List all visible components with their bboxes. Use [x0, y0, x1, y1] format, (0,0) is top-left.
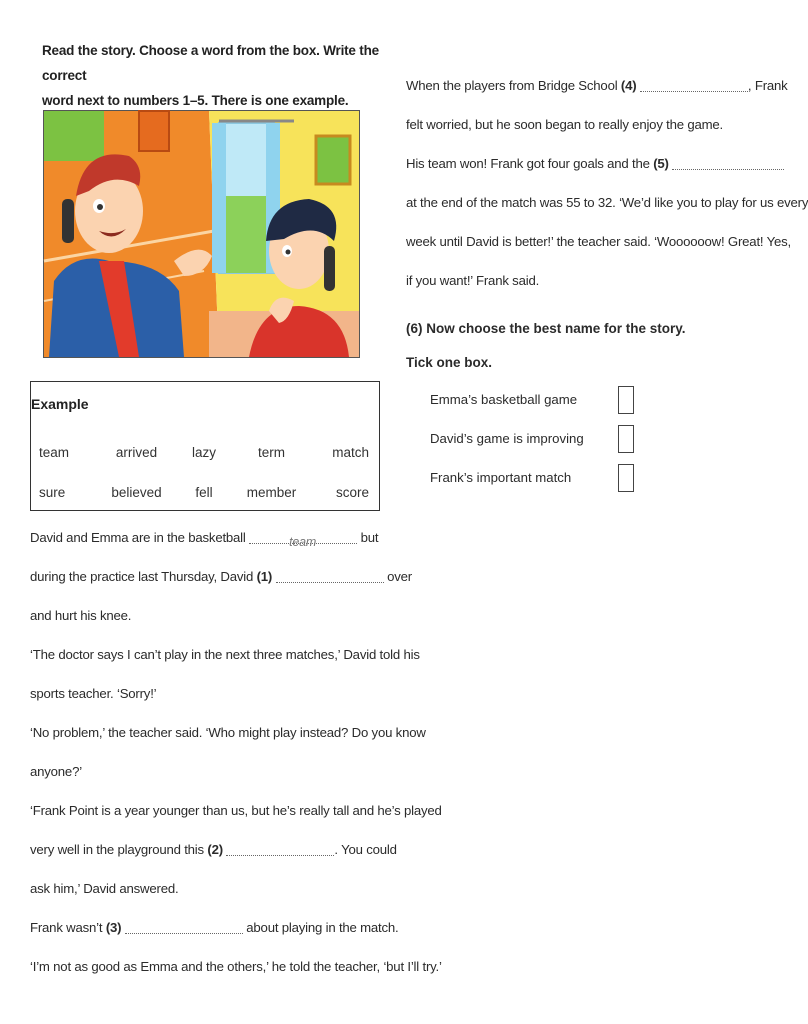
- question-6-title: (6) Now choose the best name for the story.: [406, 321, 686, 336]
- story-text: , Frank: [747, 78, 788, 93]
- question-number-4: (4): [620, 78, 637, 93]
- story-text: His team won! Frank got four goals and the: [406, 156, 654, 171]
- instructions-line-2: word next to numbers 1–5. There is one example.: [42, 93, 349, 108]
- story-line: [30, 518, 380, 557]
- story-line: at the end of the match was 55 to 32. ‘We’d like you to play for us every: [406, 195, 808, 210]
- word-item: score: [335, 484, 369, 500]
- option-label: David’s game is improving: [430, 431, 584, 446]
- option-label: Emma’s basketball game: [430, 392, 578, 407]
- story-line: ‘No problem,’ the teacher said. ‘Who might play instead? Do you know: [30, 725, 426, 740]
- story-line: [30, 557, 412, 596]
- story-line: ‘The doctor says I can’t play in the next three matches,’ David told his: [30, 647, 420, 662]
- story-line: sports teacher. ‘Sorry!’: [30, 686, 157, 701]
- story-line: felt worried, but he soon began to really enjoy the game.: [406, 117, 724, 132]
- question-number-1: (1): [256, 569, 273, 584]
- story-text: but: [357, 530, 379, 545]
- story-line: [406, 66, 788, 105]
- story-text: . You could: [334, 842, 397, 857]
- answer-blank-3[interactable]: [125, 919, 243, 934]
- word-item: sure: [39, 484, 66, 500]
- story-illustration: [43, 110, 360, 358]
- story-line: [30, 908, 399, 947]
- option-checkbox-1[interactable]: [618, 386, 634, 414]
- option-row: [406, 419, 746, 458]
- word-item: term: [258, 444, 285, 460]
- word-item: match: [332, 444, 369, 460]
- story-text: about playing in the match.: [242, 920, 399, 935]
- answer-blank-4[interactable]: [640, 77, 748, 92]
- word-item: arrived: [115, 444, 158, 460]
- word-item: believed: [111, 484, 162, 500]
- story-line: if you want!’ Frank said.: [406, 273, 540, 288]
- story-line: ask him,’ David answered.: [30, 881, 179, 896]
- word-item: fell: [195, 484, 213, 500]
- word-row-1: [31, 432, 381, 472]
- question-number-3: (3): [105, 920, 122, 935]
- answer-blank-example: [249, 529, 357, 549]
- word-item: team: [39, 444, 70, 460]
- option-row: [406, 380, 746, 419]
- instructions-line-1: Read the story. Choose a word from the box. Write the correct: [42, 43, 379, 83]
- story-left: [30, 518, 442, 986]
- option-checkbox-2[interactable]: [618, 425, 634, 453]
- option-checkbox-3[interactable]: [618, 464, 634, 492]
- story-line: and hurt his knee.: [30, 608, 132, 623]
- story-line: anyone?’: [30, 764, 82, 779]
- example-label: Example: [31, 396, 89, 412]
- story-line: week until David is better!’ the teacher said. ‘Woooooow! Great! Yes,: [406, 234, 791, 249]
- story-line: [30, 830, 397, 869]
- story-text: When the players from Bridge School: [406, 78, 621, 93]
- word-item: member: [246, 484, 297, 500]
- instructions: [42, 38, 380, 113]
- tick-instruction: Tick one box.: [406, 355, 493, 370]
- word-box: [30, 381, 380, 511]
- word-row-2: [31, 472, 381, 512]
- answer-blank-5[interactable]: [672, 155, 784, 170]
- option-label: Frank’s important match: [430, 470, 572, 485]
- answer-blank-2[interactable]: [226, 841, 334, 856]
- word-item: lazy: [191, 444, 216, 460]
- example-answer: team: [289, 535, 317, 549]
- story-text: over: [383, 569, 412, 584]
- option-row: [406, 458, 746, 497]
- story-text: very well in the playground this: [30, 842, 208, 857]
- story-line: ‘I’m not as good as Emma and the others,’ he told the teacher, ‘but I’ll try.’: [30, 959, 442, 974]
- answer-options: [406, 380, 746, 497]
- story-line: ‘Frank Point is a year younger than us, but he’s really tall and he’s played: [30, 803, 442, 818]
- left-column: [30, 38, 442, 974]
- story-text: during the practice last Thursday, David: [30, 569, 257, 584]
- question-number-5: (5): [653, 156, 669, 171]
- answer-blank-1[interactable]: [276, 568, 384, 583]
- story-text: David and Emma are in the basketball: [30, 530, 250, 545]
- right-column: [406, 66, 808, 497]
- word-grid: [31, 432, 381, 512]
- story-line: [406, 144, 746, 183]
- story-text: Frank wasn’t: [30, 920, 106, 935]
- question-number-2: (2): [207, 842, 223, 857]
